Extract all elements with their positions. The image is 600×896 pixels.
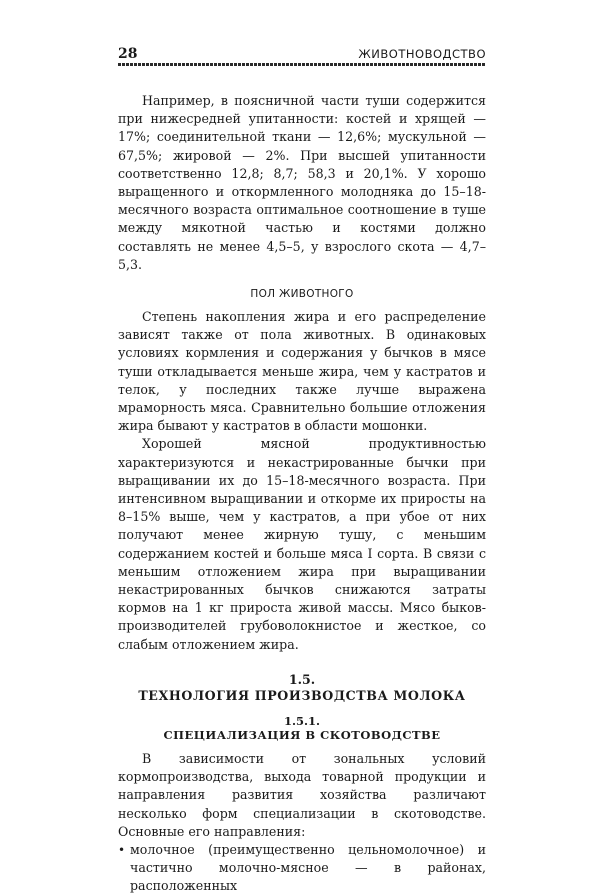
list-item-text: молочное (преимущественно цельномолочное) и частично молочно-мясное — в районах, расположенных [130, 841, 486, 894]
paragraph-bull-productivity: Хорошей мясной продуктивностью характеризуются и некастрированные бычки при выращивании их до 15–18-месячного возраста. При интенсивном выращивании и откорме их приросты на 8–15% выше, чем у кастратов, а при убое от них получают менее жирную тушу, с меньшим содержанием костей и больше мяса I сорта. В связи с меньшим отложением жира при выращивании некастрированных бычков снижаются затраты кормов на 1 кг прироста живой массы. Мясо быков-производителей грубоволокнистое и жесткое, со слабым отложением жира. [118, 436, 486, 652]
subsection-number: 1.5.1. [283, 713, 321, 728]
book-page [118, 44, 486, 896]
header-rule [118, 63, 486, 66]
page-number: 28 [118, 46, 138, 62]
paragraph-fat-accumulation: Степень накопления жира и его распределение зависят также от пола животных. В одинаковых условиях кормления и содержания у бычков в мясе туши откладывается меньше жира, чем у кастратов и телок, у последних также лучше выражена мраморность мяса. Сравнительно большие отложения жира бывают у кастратов в области мошонки. [118, 309, 486, 434]
running-title: ЖИВОТНОВОДСТВО [358, 47, 486, 61]
subsection-title: СПЕЦИАЛИЗАЦИЯ В СКОТОВОДСТВЕ [163, 727, 441, 742]
list-item [118, 841, 486, 896]
paragraph-meat-composition: Например, в поясничной части туши содержится при нижесредней упитанности: костей и хрящей — 17%; соединительной ткани — 12,6%; мускульной — 67,5%; жировой — 2%. При высшей упитанности соответственно 12,8; 8,7; 58,3 и 20,1%. У хорошо выращенного и откормленного молодняка до 15–18-месячного возраста оптимальное соотношение в туше между мякотной частью и костями должно составлять не менее 4,5–5, у взрослого скота — 4,7–5,3. [118, 93, 486, 272]
body-text [118, 92, 486, 896]
subheading-animal-sex: ПОЛ ЖИВОТНОГО [250, 288, 354, 301]
paragraph-specialization: В зависимости от зональных условий кормопроизводства, выхода товарной продукции и направления развития хозяйства различают несколько форм специализации в скотоводстве. Основные его направления: [118, 750, 486, 839]
bullet-icon: • [118, 842, 126, 857]
section-number: 1.5. [288, 671, 316, 687]
page-header [118, 44, 486, 66]
section-title: ТЕХНОЛОГИЯ ПРОИЗВОДСТВА МОЛОКА [138, 687, 466, 703]
